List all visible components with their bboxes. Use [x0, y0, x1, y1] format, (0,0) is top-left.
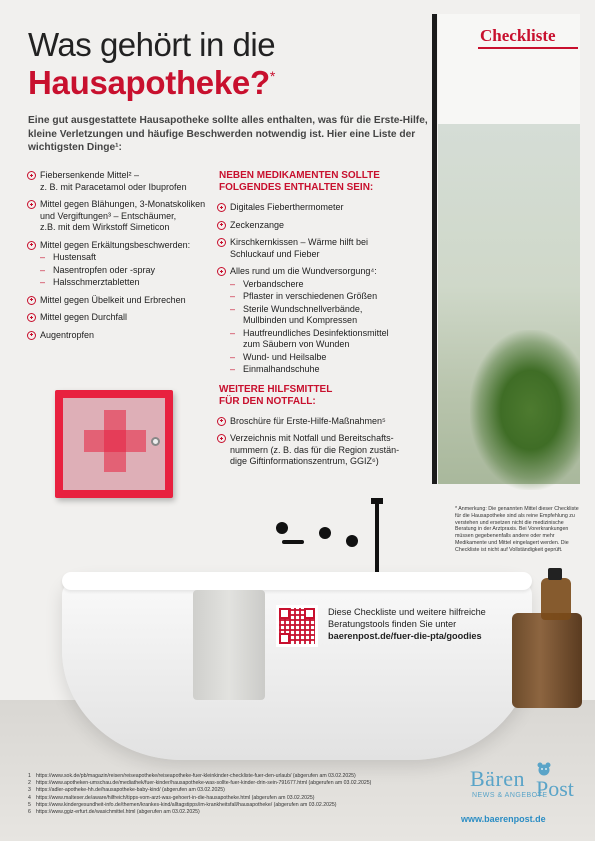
list-item	[27, 312, 217, 324]
qr-caption	[328, 606, 558, 642]
list-item-line: Fiebersenkende Mittel² –	[40, 170, 140, 180]
sublist	[40, 252, 217, 289]
list-item	[217, 266, 432, 376]
baerenpost-logo	[468, 762, 578, 812]
sublist-item	[230, 304, 432, 327]
checkliste-badge: Checkliste	[480, 26, 556, 45]
list-item-line: Mittel gegen Durchfall	[40, 312, 128, 322]
plus-circle-icon	[27, 296, 36, 305]
list-item-line: und Vergiftungen³ – Entschäumer,	[40, 210, 177, 221]
footnote-number: 5	[28, 801, 31, 808]
footnote-number: 3	[28, 787, 31, 794]
list-item-line: z. B. mit Paracetamol oder Ibuprofen	[40, 181, 187, 192]
list-item-line: Mittel gegen Blähungen, 3-Monatskoliken	[40, 199, 206, 209]
list-item	[27, 199, 217, 234]
medicine-cabinet	[55, 390, 173, 498]
footnotes	[28, 773, 448, 816]
plus-circle-icon	[27, 241, 36, 250]
plus-circle-icon	[27, 200, 36, 209]
qr-caption-line2: Beratungstools finden Sie unter	[328, 619, 457, 629]
list-item	[27, 295, 217, 307]
bathtub-rim	[62, 572, 532, 590]
footnote-text[interactable]: https://adler-apotheke-hh.de/hausapotheke-baby-kind/ (abgerufen am 03.02.2025)	[36, 787, 225, 794]
sublist-item-line: zum Säubern von Wunden	[243, 339, 350, 349]
emergency-heading	[217, 384, 432, 408]
sublist-item	[40, 277, 217, 289]
list-item	[217, 416, 432, 428]
faucet-knob-left	[276, 522, 288, 534]
qr-caption-line1: Diese Checkliste und weitere hilfreiche	[328, 607, 486, 617]
footnote-text[interactable]: https://www.sok.de/pb/magazin/reisen/reiseapotheke/reiseapotheke-fuer-kleinkinder-checkliste-fuer-den-urlaub/ (abgerufen am 03.02.2025)	[36, 773, 356, 779]
qr-code[interactable]	[276, 605, 318, 647]
page-title-line2	[28, 64, 275, 102]
footnote	[28, 787, 448, 794]
faucet-knob-right	[346, 535, 358, 547]
sublist-item-line: – Einmalhandschuhe	[243, 364, 320, 374]
sublist-item-line: – Pflaster in verschiedenen Größen	[243, 291, 378, 301]
footnote-text[interactable]: https://www.malteser.de/aware/hilfreich/tipps-vom-arzt-was-gehoert-in-die-hausapotheke.html (abgerufen am 03.02.2025)	[36, 794, 315, 801]
footnote	[28, 809, 448, 816]
list-item-line: Zeckenzange	[230, 219, 285, 230]
sublist-item-line: – Verbandschere	[243, 278, 304, 289]
qr-finder-bottom-left	[279, 633, 290, 644]
qr-finder-top-right	[304, 608, 315, 619]
logo-tagline: NEWS & ANGEBOTE	[472, 792, 548, 799]
sublist-item	[230, 352, 432, 364]
bear-icon	[536, 762, 552, 776]
footnote	[28, 795, 448, 802]
footnote-number: 2	[28, 780, 31, 787]
plus-circle-icon	[27, 331, 36, 340]
supplies-heading-line2: FOLGENDES ENTHALTEN SEIN:	[219, 182, 374, 193]
sublist-item	[40, 265, 217, 277]
list-item	[27, 240, 217, 289]
list-item-line: z.B. mit dem Wirkstoff Simeticon	[40, 222, 170, 232]
emergency-heading-line1: WEITERE HILFSMITTEL	[219, 383, 333, 395]
list-item-line: Kirschkernkissen – Wärme hilft bei	[230, 237, 369, 247]
cabinet-cross-horizontal	[84, 430, 146, 452]
window-frame-bar	[432, 14, 437, 484]
list-item-line: nummern (z. B. das für die Region zustän-	[230, 444, 400, 455]
sublist-item	[230, 328, 432, 351]
footnote	[28, 802, 448, 809]
footnote-number: 4	[28, 794, 31, 801]
footnote-text[interactable]: https://www.kindergesundheit-info.de/themen/krankes-kind/alltagstipps/im-krankheitsfall/hausapotheke/ (abgerufen am 03.02.2025)	[36, 801, 337, 808]
badge-underline	[478, 47, 578, 49]
list-item-line: Verzeichnis mit Notfall und Bereitschafts-	[230, 433, 394, 443]
cabinet-lock-icon	[151, 437, 160, 446]
logo-word-baeren: Bären	[470, 766, 526, 791]
plus-circle-icon	[27, 313, 36, 322]
plus-circle-icon	[217, 267, 226, 276]
supplies-heading-line1: NEBEN MEDIKAMENTEN SOLLTE	[219, 170, 380, 181]
list-item	[217, 220, 432, 232]
disclaimer-note: * Anmerkung: Die genannten Mittel dieser Checkliste für die Hausapotheke sind als reine Empfehlung zu verstehen und ersetzen nicht die medizinische Beratung in der Arztpraxis. Bei Vorerkrankungen müssen gegebenenfalls andere oder mehr Medikamente und Mittel eingelagert werden. Die Checkliste ist nicht auf Vollständigkeit geprüft.	[455, 506, 579, 553]
page-title-line1: Was gehört in die	[28, 26, 276, 63]
supplies-list	[217, 202, 432, 376]
sublist-item	[40, 252, 217, 264]
medication-list	[27, 170, 217, 347]
sublist	[230, 279, 432, 376]
list-item	[27, 170, 217, 193]
title-asterisk: *	[269, 68, 275, 84]
intro-text: Eine gut ausgestattete Hausapotheke sollte alles enthalten, was für die Erste-Hilfe, kleine Verletzungen und häufige Beschwerden notwendig ist. Hier eine Liste der wichtigsten Dinge¹:	[28, 115, 428, 153]
sublist-item	[230, 279, 432, 291]
list-item-line: Mittel gegen Übelkeit und Erbrechen	[40, 294, 186, 305]
faucet-spout	[282, 540, 304, 544]
sublist-item-line: – Halsschmerztabletten	[53, 277, 140, 287]
plus-circle-icon	[217, 238, 226, 247]
plus-circle-icon	[217, 221, 226, 230]
plus-circle-icon	[217, 434, 226, 443]
plus-circle-icon	[217, 203, 226, 212]
list-item	[27, 330, 217, 342]
bathtub	[62, 575, 532, 760]
list-item-line: Alles rund um die Wundversorgung⁴:	[230, 266, 377, 276]
logo-word-post: Post	[536, 776, 574, 801]
supplies-column	[217, 170, 432, 474]
faucet-knob-mid	[319, 527, 331, 539]
list-item	[217, 433, 432, 468]
sublist-item-line: – Sterile Wundschnellverbände,	[243, 303, 363, 314]
footnote	[28, 780, 448, 787]
footnote	[28, 773, 448, 780]
list-item	[217, 202, 432, 214]
page-title-main: Hausapotheke?	[28, 64, 270, 101]
sublist-item	[230, 291, 432, 303]
sublist-item-line: – Hustensaft	[53, 252, 97, 262]
list-item	[217, 237, 432, 260]
list-item-line: Schluckauf und Fieber	[230, 248, 320, 259]
sublist-item	[230, 364, 432, 376]
list-item-line: Broschüre für Erste-Hilfe-Maßnahmen⁵	[230, 415, 386, 426]
plus-circle-icon	[217, 417, 226, 426]
palm-plant	[470, 330, 580, 490]
emergency-list	[217, 416, 432, 468]
list-item-line: Mittel gegen Erkältungsbeschwerden:	[40, 239, 191, 250]
list-item-line: dige Giftinformationszentrum, GGIZ⁶)	[230, 456, 379, 466]
website-link[interactable]: www.baerenpost.de	[461, 814, 546, 824]
footnote-text[interactable]: https://www.apotheken-umschau.de/mediathek/fuer-kinder/hausapotheke-was-sollte-fuer-kinder-drin-sein-791677.html (abgerufen am 03.02.2025)	[36, 780, 372, 787]
sublist-item-line: – Wund- und Heilsalbe	[243, 351, 327, 362]
footnote-number: 1	[28, 773, 31, 779]
qr-finder-top-left	[279, 608, 290, 619]
qr-pattern	[279, 608, 315, 644]
goodies-link[interactable]: baerenpost.de/fuer-die-pta/goodies	[328, 631, 482, 641]
sublist-item-line: – Nasentropfen oder -spray	[53, 264, 156, 275]
list-item-line: Digitales Fieberthermometer	[230, 202, 344, 212]
footnote-number: 6	[28, 809, 31, 816]
towel	[193, 590, 265, 700]
soap-bottle-pump	[548, 568, 562, 580]
footnote-text[interactable]: https://www.ggiz-erfurt.de/wasichmittel.html (abgerufen am 03.02.2025)	[36, 809, 200, 816]
supplies-heading	[217, 170, 432, 194]
emergency-heading-line2: FÜR DEN NOTFALL:	[219, 395, 316, 407]
sublist-item-line: – Hautfreundliches Desinfektionsmittel	[243, 327, 389, 338]
plus-circle-icon	[27, 171, 36, 180]
list-item-line: Augentropfen	[40, 329, 95, 340]
sublist-item-line: Mullbinden und Kompressen	[243, 315, 358, 325]
